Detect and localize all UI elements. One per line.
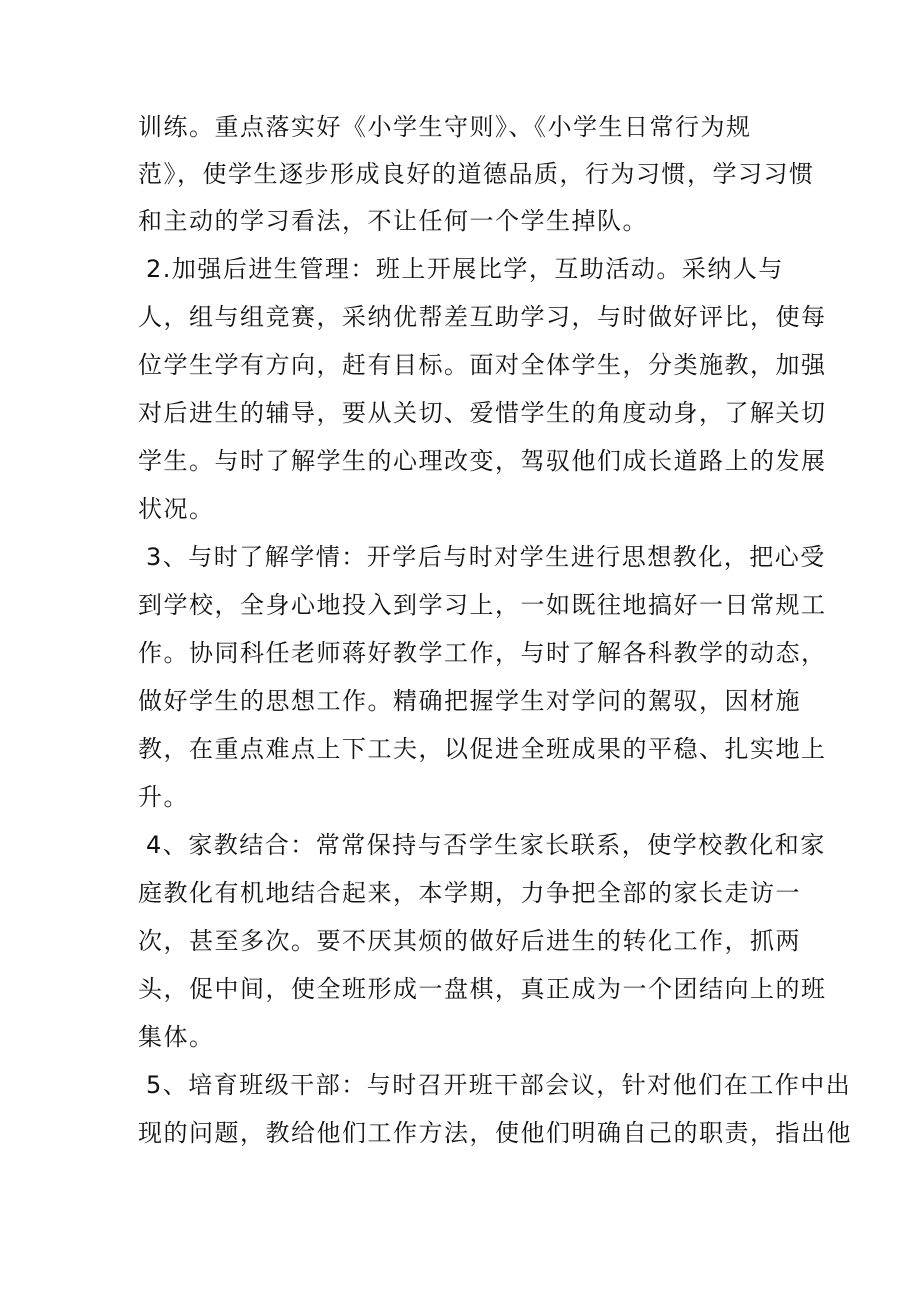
text-line: 和主动的学习看法，不让任何一个学生掉队。 [138, 207, 648, 235]
text-line: 5、培育班级干部：与时召开班干部会议，针对他们在工作中出 [146, 1071, 852, 1099]
text-line: 作。协同科任老师蒋好教学工作，与时了解各科教学的动态， [138, 639, 827, 667]
text-line: 对后进生的辅导，要从关切、爱惜学生的角度动身，了解关切 [138, 399, 827, 427]
text-line: 学生。与时了解学生的心理改变，驾驭他们成长道路上的发展 [138, 447, 827, 475]
text-line: 3、与时了解学情：开学后与时对学生进行思想教化，把心受 [146, 543, 826, 571]
text-line: 升。 [138, 783, 189, 811]
text-line: 头，促中间，使全班形成一盘棋，真正成为一个团结向上的班 [138, 975, 827, 1003]
text-line: 到学校，全身心地投入到学习上，一如既往地搞好一日常规工 [138, 591, 827, 619]
text-line: 2.加强后进生管理：班上开展比学，互助活动。采纳人与 [146, 255, 784, 283]
text-line: 范》，使学生逐步形成良好的道德品质，行为习惯，学习习惯 [138, 160, 815, 188]
text-line: 庭教化有机地结合起来，本学期，力争把全部的家长走访一 [138, 879, 801, 907]
text-line: 位学生学有方向，赶有目标。面对全体学生，分类施教，加强 [138, 351, 827, 379]
text-line: 做好学生的思想工作。精确把握学生对学问的駕驭，因材施 [138, 687, 801, 715]
text-line: 人，组与组竞赛，采纳优帮差互助学习，与时做好评比，使每 [138, 303, 827, 331]
text-line: 状况。 [138, 495, 215, 523]
text-line: 教，在重点难点上下工夫，以促进全班成果的平稳、扎实地上 [138, 735, 827, 763]
text-line: 4、家教结合：常常保持与否学生家长联系，使学校教化和家 [146, 831, 826, 859]
text-line: 次，甚至多次。要不厌其烦的做好后进生的转化工作，抓两 [138, 927, 801, 955]
text-line: 训练。重点落实好《小学生守则》、《小学生日常行为规 [138, 113, 752, 141]
text-line: 现的问题，教给他们工作方法，使他们明确自己的职责，指出他 [138, 1119, 852, 1147]
text-line: 集体。 [138, 1023, 215, 1051]
